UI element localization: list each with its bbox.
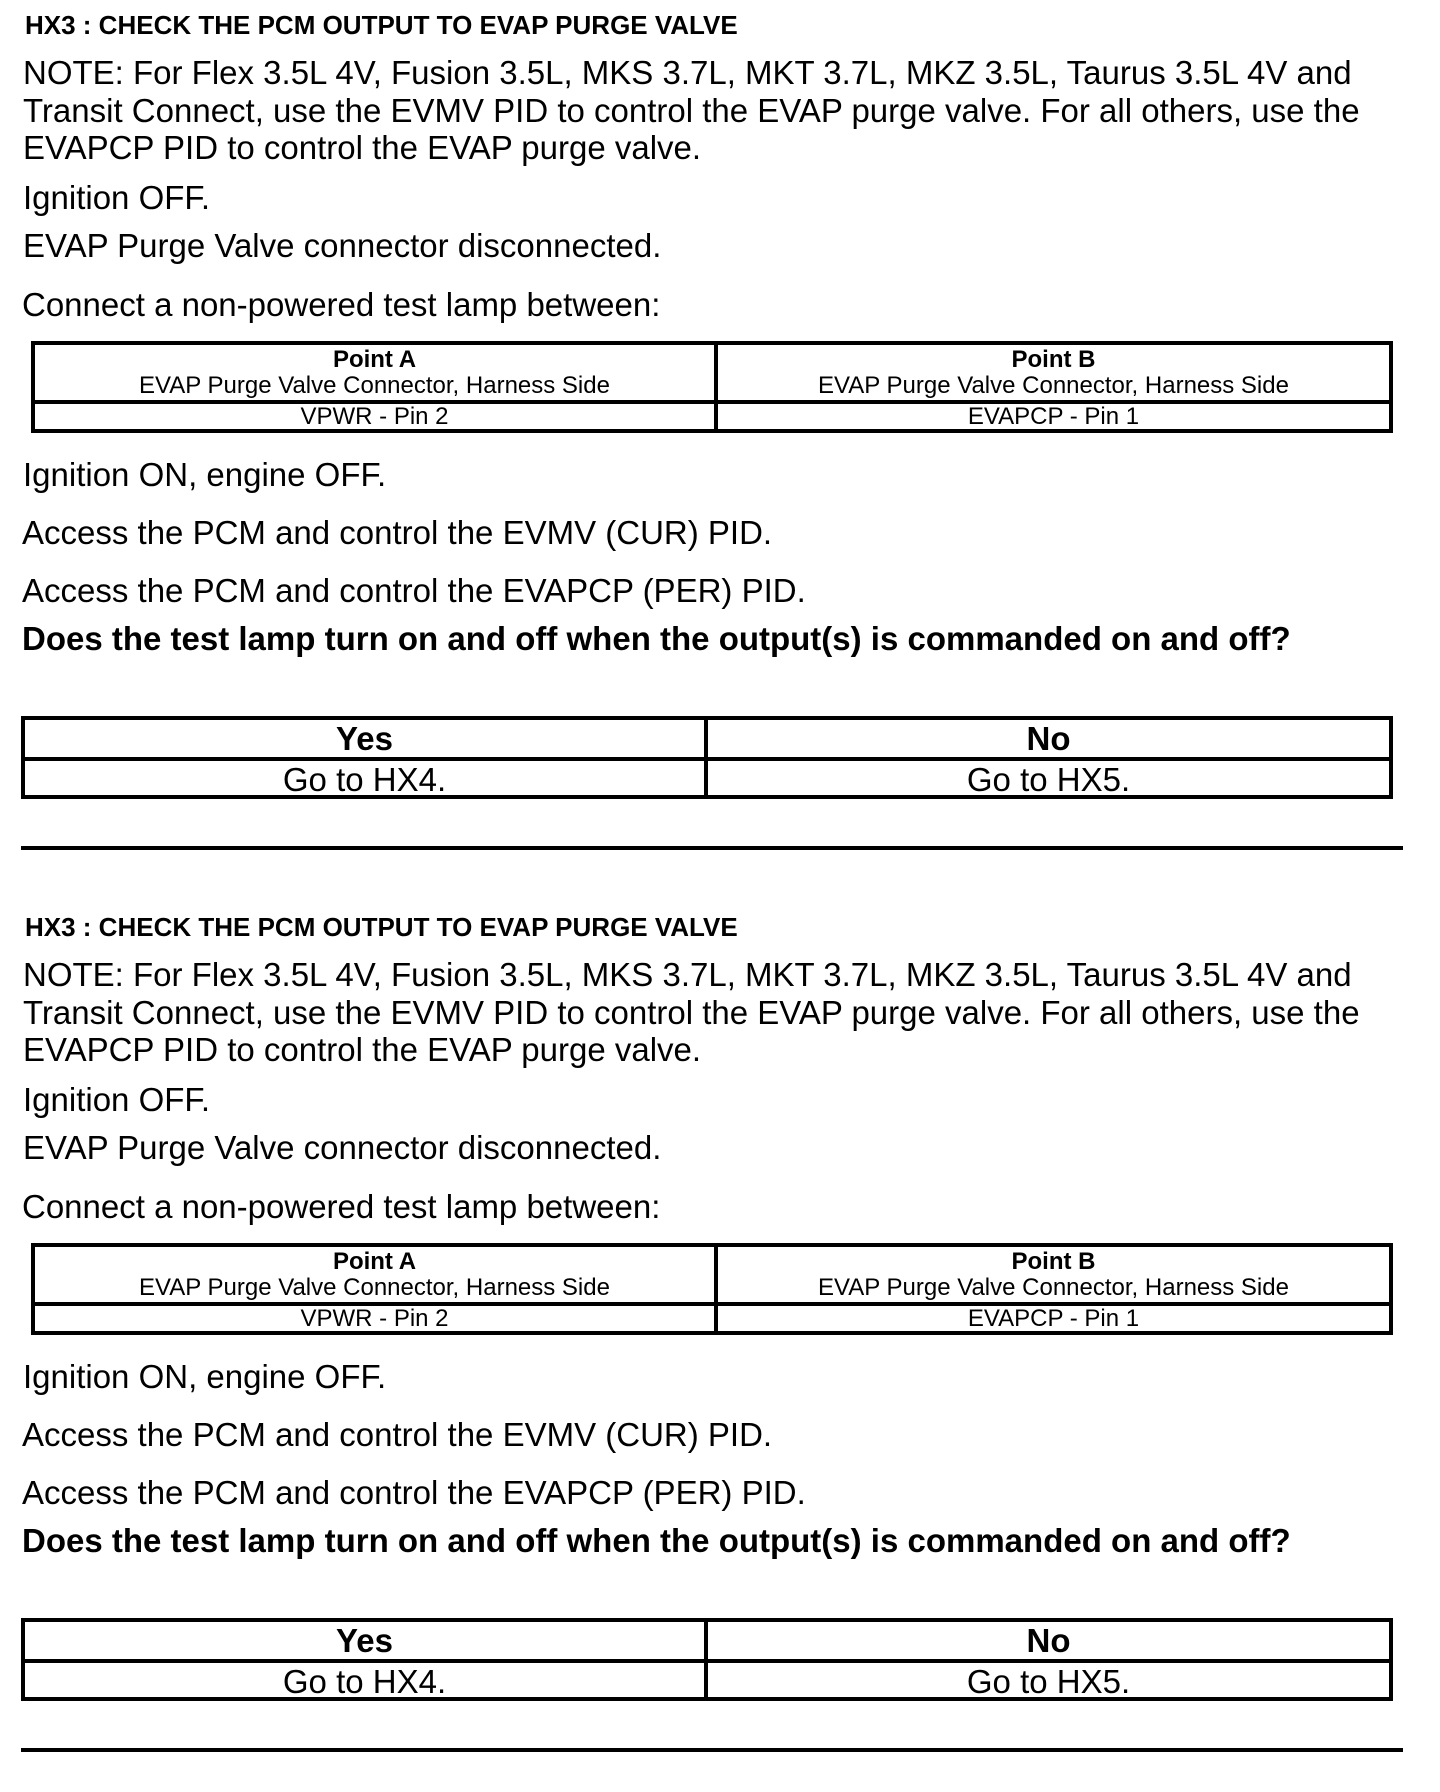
- step-note: NOTE: For Flex 3.5L 4V, Fusion 3.5L, MKS 3.7L, MKT 3.7L, MKZ 3.5L, Taurus 3.5L 4V and Transit Connect, use the EVMV PID to control the EVAP purge valve. For all others, use the EVAPCP PID to control the EVAP purge valve.: [23, 54, 1360, 166]
- instruction-ignition-off: Ignition OFF.: [23, 1081, 211, 1118]
- result-no-label: No: [708, 720, 1389, 761]
- step-heading: HX3 : CHECK THE PCM OUTPUT TO EVAP PURGE VALVE: [25, 10, 738, 40]
- test-lamp-connection-table: [31, 341, 1393, 433]
- result-yes-column: [25, 1622, 708, 1700]
- point-b-header: [718, 1247, 1389, 1306]
- section-divider: [21, 1748, 1403, 1752]
- step-question: Does the test lamp turn on and off when the output(s) is commanded on and off?: [22, 1522, 1291, 1559]
- instruction-ignition-on: Ignition ON, engine OFF.: [23, 456, 387, 493]
- result-no-label: No: [708, 1622, 1389, 1663]
- point-b-description: EVAP Purge Valve Connector, Harness Side: [818, 372, 1289, 399]
- test-lamp-connection-table: [31, 1243, 1393, 1335]
- point-a-header: [35, 1247, 714, 1306]
- section-divider: [21, 846, 1403, 850]
- step-question: Does the test lamp turn on and off when the output(s) is commanded on and off?: [22, 620, 1291, 657]
- result-no-column: [708, 1622, 1389, 1700]
- instruction-connector-disconnected: EVAP Purge Valve connector disconnected.: [23, 227, 662, 264]
- instruction-connect-test-lamp: Connect a non-powered test lamp between:: [22, 286, 661, 323]
- instruction-ignition-off: Ignition OFF.: [23, 179, 211, 216]
- test-step-hx3-second: [0, 902, 1440, 1792]
- point-b-header: [718, 345, 1389, 404]
- result-table: [21, 716, 1393, 799]
- instruction-ignition-on: Ignition ON, engine OFF.: [23, 1358, 387, 1395]
- result-yes-column: [25, 720, 708, 798]
- instruction-control-evapcp: Access the PCM and control the EVAPCP (PER) PID.: [22, 1474, 806, 1511]
- result-no-column: [708, 720, 1389, 798]
- point-b-label: Point B: [1011, 1248, 1096, 1275]
- step-heading: HX3 : CHECK THE PCM OUTPUT TO EVAP PURGE VALVE: [25, 912, 738, 942]
- step-note: NOTE: For Flex 3.5L 4V, Fusion 3.5L, MKS 3.7L, MKT 3.7L, MKZ 3.5L, Taurus 3.5L 4V and Transit Connect, use the EVMV PID to control the EVAP purge valve. For all others, use the EVAPCP PID to control the EVAP purge valve.: [23, 956, 1360, 1068]
- point-b-column: [718, 345, 1389, 429]
- point-b-label: Point B: [1011, 346, 1096, 373]
- instruction-connect-test-lamp: Connect a non-powered test lamp between:: [22, 1188, 661, 1225]
- result-yes-label: Yes: [25, 720, 704, 761]
- point-b-description: EVAP Purge Valve Connector, Harness Side: [818, 1274, 1289, 1301]
- result-yes-action: Go to HX4.: [282, 761, 447, 798]
- point-a-value: VPWR - Pin 2: [300, 1305, 449, 1332]
- point-a-column: [35, 345, 718, 429]
- result-yes-action: Go to HX4.: [282, 1663, 447, 1700]
- result-no-action: Go to HX5.: [966, 761, 1131, 798]
- instruction-connector-disconnected: EVAP Purge Valve connector disconnected.: [23, 1129, 662, 1166]
- point-a-label: Point A: [332, 1248, 417, 1275]
- point-a-description: EVAP Purge Valve Connector, Harness Side: [139, 372, 610, 399]
- point-a-label: Point A: [332, 346, 417, 373]
- result-table: [21, 1618, 1393, 1701]
- instruction-control-evmv: Access the PCM and control the EVMV (CUR) PID.: [22, 1416, 773, 1453]
- result-yes-label: Yes: [25, 1622, 704, 1663]
- instruction-control-evmv: Access the PCM and control the EVMV (CUR) PID.: [22, 514, 773, 551]
- point-b-value: EVAPCP - Pin 1: [967, 1305, 1140, 1332]
- point-b-column: [718, 1247, 1389, 1331]
- point-a-header: [35, 345, 714, 404]
- point-b-value: EVAPCP - Pin 1: [967, 403, 1140, 430]
- instruction-control-evapcp: Access the PCM and control the EVAPCP (PER) PID.: [22, 572, 806, 609]
- result-no-action: Go to HX5.: [966, 1663, 1131, 1700]
- point-a-column: [35, 1247, 718, 1331]
- test-step-hx3-first: [0, 0, 1440, 890]
- point-a-description: EVAP Purge Valve Connector, Harness Side: [139, 1274, 610, 1301]
- point-a-value: VPWR - Pin 2: [300, 403, 449, 430]
